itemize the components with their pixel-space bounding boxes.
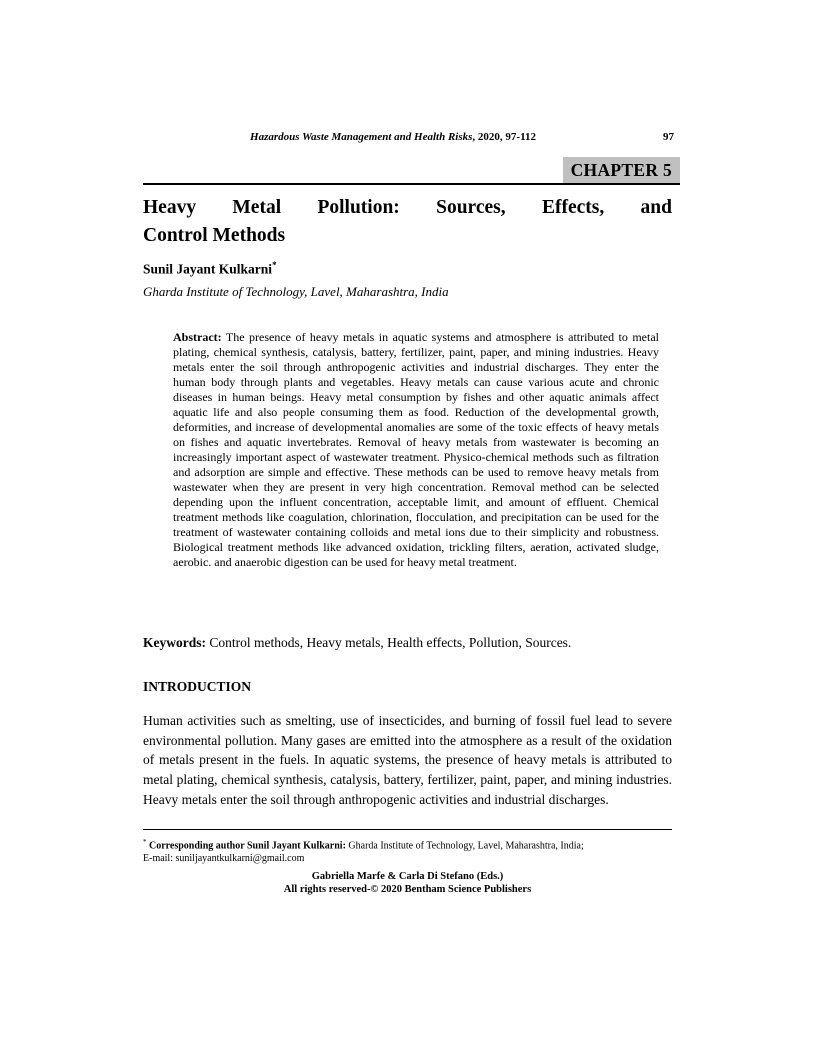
page-number: 97 xyxy=(663,131,674,143)
footnote-mark: * xyxy=(143,838,147,846)
abstract-label: Abstract: xyxy=(173,330,222,344)
abstract xyxy=(173,330,659,570)
chapter-badge: CHAPTER 5 xyxy=(563,157,680,183)
introduction-paragraph: Human activities such as smelting, use of insecticides, and burning of fossil fuel lead to severe environmental pollution. Many gases are emitted into the atmosphere as a result of the oxidation of metals present in the fuels. In aquatic systems, the presence of heavy metals is attributed to metal plating, chemical synthesis, catalysis, battery, fertilizer, paint, paper, and mining industries. Heavy metals enter the soil through anthropogenic activities and industrial discharges. xyxy=(143,713,672,807)
article-title-line-2: Control Methods xyxy=(143,225,286,246)
section-heading-introduction: INTRODUCTION xyxy=(143,679,252,694)
author-line xyxy=(143,260,672,278)
footnote-rule xyxy=(143,829,672,830)
article-title-line-1: Heavy Metal Pollution: Sources, Effects, and xyxy=(143,197,672,218)
footer-rights: All rights reserved-© 2020 Bentham Science Publishers xyxy=(283,883,532,895)
running-head xyxy=(143,131,643,143)
keywords-text: Control methods, Heavy metals, Health effects, Pollution, Sources. xyxy=(209,635,572,650)
affiliation: Gharda Institute of Technology, Lavel, Maharashtra, India xyxy=(143,284,449,299)
running-head-citation: , 2020, 97-112 xyxy=(472,131,536,143)
abstract-text: The presence of heavy metals in aquatic systems and atmosphere is attributed to metal plating, chemical synthesis, catalysis, battery, fertilizer, paint, paper, and mining industries. Heavy metals enter the soil through anthropogenic activities and industrial discharges. They enter the human body through plants and vegetables. Heavy metals can cause various acute and chronic diseases in human beings. Heavy metal consumption by fishes and other aquatic animals affect aquatic life and also people consuming them as food. Reduction of the developmental growth, deformities, and increase of developmental anomalies are some of the toxic effects of heavy metals on fishes and aquatic invertebrates. Removal of heavy metals from wastewater is becoming an increasingly important aspect of wastewater treatment. Physico-chemical methods such as filtration and adsorption are simple and effective. These methods can be used to remove heavy metals from wastewater when they are present in very high concentration. Removal method can be selected depending upon the influent concentration, acceptable limit, and amount of effluent. Chemical treatment methods like coagulation, chlorination, flocculation, and precipitation can be used for the treatment of wastewater containing colloids and metal ions due to their simplicity and robustness. Biological treatment methods like advanced oxidation, trickling filters, aeration, activated sludge, aerobic. and anaerobic digestion can be used for heavy metal treatment. xyxy=(173,330,659,569)
article-title xyxy=(143,194,672,250)
author-name: Sunil Jayant Kulkarni xyxy=(143,261,273,277)
publisher-footer xyxy=(143,871,672,896)
footer-editors: Gabriella Marfe & Carla Di Stefano (Eds.) xyxy=(311,871,504,882)
author-corresponding-mark: * xyxy=(272,260,277,270)
footnote-email-line: E-mail: suniljayantkulkarni@gmail.com xyxy=(143,853,305,865)
footnote-affiliation: Gharda Institute of Technology, Lavel, Maharashtra, India; xyxy=(348,840,584,852)
footnote xyxy=(143,836,672,865)
keywords xyxy=(143,635,672,651)
chapter-rule xyxy=(143,183,680,185)
running-head-title: Hazardous Waste Management and Health Risks xyxy=(250,131,473,143)
footnote-corresponding-author: Corresponding author Sunil Jayant Kulkarni: xyxy=(149,840,346,852)
keywords-label: Keywords: xyxy=(143,635,206,650)
footnote-line-1 xyxy=(143,836,672,852)
